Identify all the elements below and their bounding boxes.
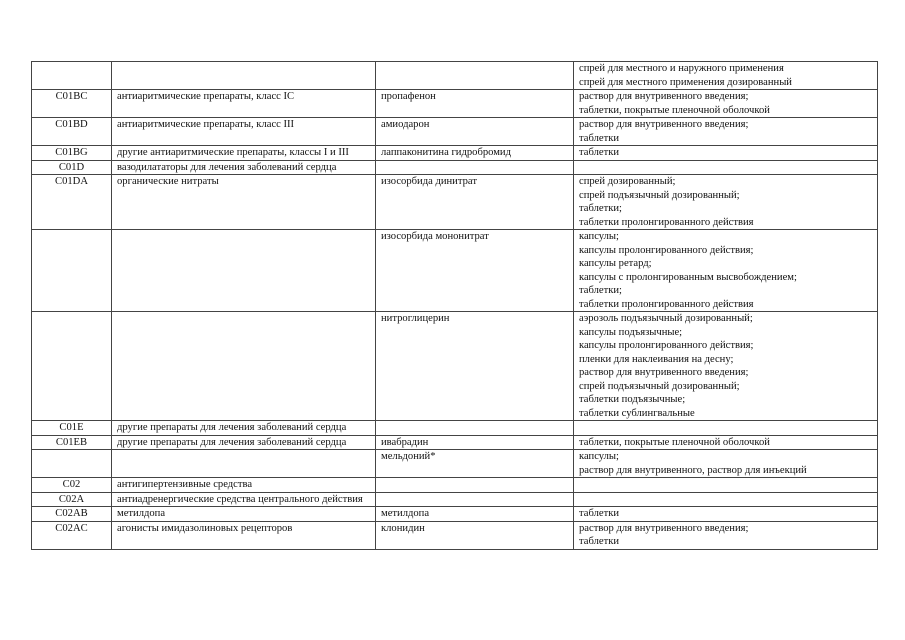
dosage-form-line: таблетки; [579, 203, 622, 214]
drug-name-cell [376, 478, 574, 493]
table-row [32, 507, 878, 522]
dosage-forms-cell [574, 521, 878, 549]
dosage-forms-cell [574, 421, 878, 436]
dosage-form-line: спрей подъязычный дозированный; [579, 380, 740, 392]
dosage-forms-cell [574, 450, 878, 478]
table-row [32, 521, 878, 549]
document-page [31, 61, 877, 550]
dosage-forms-cell [574, 230, 878, 312]
drug-name-cell [376, 62, 574, 90]
dosage-form-line: таблетки; [579, 285, 622, 296]
dosage-form-line: спрей дозированный; [579, 176, 676, 187]
dosage-form-line: таблетки подъязычные; [579, 394, 686, 405]
dosage-form-line: таблетки, покрытые пленочной оболочкой [579, 436, 770, 448]
dosage-form-line: капсулы ретард; [579, 258, 652, 269]
group-name-cell: антиадренергические средства центрального действия [112, 492, 376, 507]
dosage-forms-cell [574, 175, 878, 230]
group-name-cell: органические нитраты [112, 175, 376, 230]
atc-code-cell: C01E [32, 421, 112, 436]
atc-code-cell [32, 62, 112, 90]
atc-code-cell: C02 [32, 478, 112, 493]
table-row [32, 435, 878, 450]
dosage-form-line: таблетки [579, 147, 620, 158]
drug-name-cell: нитроглицерин [376, 312, 574, 421]
group-name-cell: метилдопа [112, 507, 376, 522]
dosage-forms-cell [574, 90, 878, 118]
dosage-forms-cell [574, 160, 878, 175]
atc-code-cell: C01D [32, 160, 112, 175]
dosage-form-line: таблетки сублингвальные [579, 407, 695, 419]
drug-name-cell [376, 160, 574, 175]
drug-name-cell [376, 492, 574, 507]
atc-code-cell: C01BD [32, 118, 112, 146]
dosage-form-line: таблетки пролонгированного действия [579, 216, 754, 228]
group-name-cell: другие антиаритмические препараты, классы I и III [112, 146, 376, 161]
group-name-cell [112, 230, 376, 312]
dosage-form-line: капсулы подъязычные; [579, 326, 683, 338]
dosage-form-line: раствор для внутривенного введения; [579, 522, 749, 534]
dosage-form-line: таблетки [579, 536, 620, 547]
atc-code-cell: C01EB [32, 435, 112, 450]
dosage-form-line: спрей подъязычный дозированный; [579, 189, 740, 201]
atc-code-cell: C01DA [32, 175, 112, 230]
dosage-forms-cell [574, 492, 878, 507]
dosage-form-line: таблетки пролонгированного действия [579, 298, 754, 310]
dosage-form-line: таблетки, покрытые пленочной оболочкой [579, 104, 770, 116]
table-row [32, 312, 878, 421]
dosage-form-line: раствор для внутривенного, раствор для инъекций [579, 464, 807, 476]
dosage-form-line: капсулы пролонгированного действия; [579, 244, 754, 256]
atc-code-cell: C01BG [32, 146, 112, 161]
dosage-form-line: раствор для внутривенного введения; [579, 91, 749, 102]
atc-code-cell: C02AB [32, 507, 112, 522]
drug-name-cell: мельдоний* [376, 450, 574, 478]
dosage-form-line: раствор для внутривенного введения; [579, 119, 749, 130]
group-name-cell: антиаритмические препараты, класс III [112, 118, 376, 146]
drug-name-cell: клонидин [376, 521, 574, 549]
table-row [32, 478, 878, 493]
dosage-form-line: капсулы; [579, 451, 619, 462]
table-row [32, 90, 878, 118]
table-row [32, 62, 878, 90]
dosage-form-line: капсулы; [579, 231, 619, 242]
dosage-form-line: спрей для местного применения дозированный [579, 76, 792, 88]
group-name-cell: антигипертензивные средства [112, 478, 376, 493]
group-name-cell: вазодилататоры для лечения заболеваний сердца [112, 160, 376, 175]
dosage-forms-cell [574, 478, 878, 493]
dosage-forms-cell [574, 146, 878, 161]
drug-name-cell: метилдопа [376, 507, 574, 522]
group-name-cell: антиаритмические препараты, класс IC [112, 90, 376, 118]
dosage-form-line: раствор для внутривенного введения; [579, 367, 749, 378]
dosage-forms-cell [574, 507, 878, 522]
dosage-forms-cell [574, 62, 878, 90]
drug-name-cell: лаппаконитина гидробромид [376, 146, 574, 161]
atc-code-cell: C02A [32, 492, 112, 507]
dosage-forms-cell [574, 312, 878, 421]
dosage-form-line: капсулы с пролонгированным высвобождением; [579, 271, 797, 283]
table-row [32, 160, 878, 175]
drug-name-cell [376, 421, 574, 436]
table-row [32, 230, 878, 312]
drug-name-cell: изосорбида мононитрат [376, 230, 574, 312]
dosage-form-line: таблетки [579, 508, 620, 519]
dosage-form-line: спрей для местного и наружного применения [579, 63, 784, 74]
atc-code-cell: C01BC [32, 90, 112, 118]
dosage-forms-cell [574, 118, 878, 146]
dosage-form-line: капсулы пролонгированного действия; [579, 340, 754, 351]
drug-name-cell: изосорбида динитрат [376, 175, 574, 230]
group-name-cell: агонисты имидазолиновых рецепторов [112, 521, 376, 549]
drug-name-cell: пропафенон [376, 90, 574, 118]
drug-name-cell: амиодарон [376, 118, 574, 146]
group-name-cell [112, 450, 376, 478]
dosage-form-line: пленки для наклеивания на десну; [579, 353, 734, 365]
drug-name-cell: ивабрадин [376, 435, 574, 450]
dosage-form-line: аэрозоль подъязычный дозированный; [579, 313, 753, 324]
table-row [32, 146, 878, 161]
table-row [32, 175, 878, 230]
group-name-cell: другие препараты для лечения заболеваний сердца [112, 435, 376, 450]
group-name-cell [112, 312, 376, 421]
atc-code-cell [32, 450, 112, 478]
table-row [32, 450, 878, 478]
table-row [32, 421, 878, 436]
medication-table [31, 61, 878, 550]
table-row [32, 492, 878, 507]
atc-code-cell [32, 230, 112, 312]
table-row [32, 118, 878, 146]
group-name-cell [112, 62, 376, 90]
group-name-cell: другие препараты для лечения заболеваний сердца [112, 421, 376, 436]
dosage-forms-cell [574, 435, 878, 450]
atc-code-cell [32, 312, 112, 421]
atc-code-cell: C02AC [32, 521, 112, 549]
dosage-form-line: таблетки [579, 132, 620, 144]
